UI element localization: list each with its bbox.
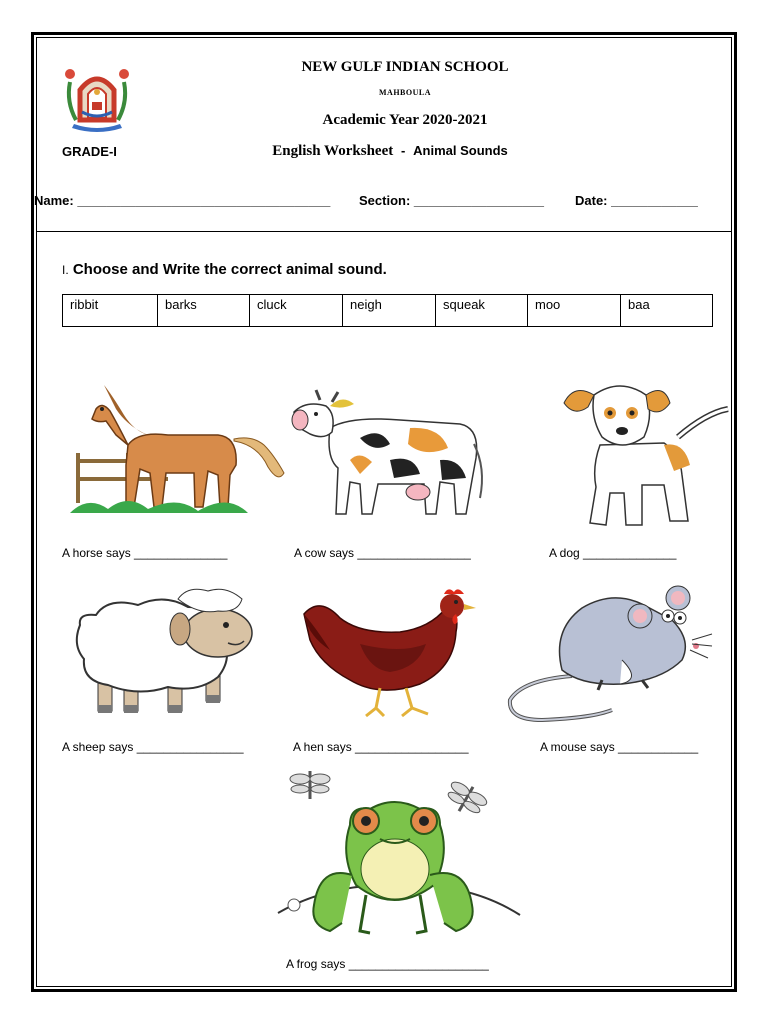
- school-location: MAHBOULA: [379, 88, 431, 97]
- dog-icon: [560, 375, 730, 531]
- worksheet-title-text: English Worksheet: [272, 143, 394, 159]
- word-bank-cell: baa: [621, 295, 713, 327]
- horse-icon: [68, 375, 286, 525]
- cow-icon: [290, 388, 488, 528]
- header-divider: [36, 231, 732, 232]
- school-name: NEW GULF INDIAN SCHOOL: [301, 59, 509, 75]
- mouse-prompt[interactable]: A mouse says ____________: [540, 740, 699, 754]
- cow-prompt[interactable]: A cow says _________________: [294, 546, 471, 560]
- word-bank-cell: barks: [158, 295, 250, 327]
- word-bank-table: [62, 294, 713, 327]
- grade-label: GRADE-I: [62, 144, 117, 159]
- word-bank-cell: moo: [528, 295, 621, 327]
- question-heading: [62, 261, 387, 278]
- worksheet-title: [230, 142, 550, 160]
- date-field[interactable]: Date: ____________: [575, 193, 698, 208]
- section-field[interactable]: Section: __________________: [359, 193, 545, 208]
- academic-year: Academic Year 2020-2021: [322, 112, 488, 128]
- word-bank-cell: squeak: [436, 295, 528, 327]
- horse-prompt[interactable]: A horse says ______________: [62, 546, 228, 560]
- question-instruction: Choose and Write the correct animal sound.: [72, 261, 387, 278]
- word-bank-cell: ribbit: [63, 295, 158, 327]
- sheep-icon: [68, 585, 254, 721]
- word-bank-cell: cluck: [250, 295, 343, 327]
- dog-prompt[interactable]: A dog ______________: [549, 546, 677, 560]
- word-bank-cell: neigh: [343, 295, 436, 327]
- school-crest-icon: [62, 62, 132, 134]
- frog-prompt[interactable]: A frog says _____________________: [286, 957, 489, 971]
- sheep-prompt[interactable]: A sheep says ________________: [62, 740, 244, 754]
- hen-icon: [300, 588, 478, 722]
- question-number: I.: [62, 263, 69, 277]
- worksheet-separator: -: [401, 143, 406, 158]
- name-field[interactable]: Name: ___________________________________: [34, 193, 331, 208]
- mouse-icon: [502, 580, 714, 726]
- frog-icon: [270, 765, 524, 943]
- worksheet-topic: Animal Sounds: [413, 143, 508, 158]
- dragonfly-icon: [290, 771, 330, 799]
- hen-prompt[interactable]: A hen says _________________: [293, 740, 469, 754]
